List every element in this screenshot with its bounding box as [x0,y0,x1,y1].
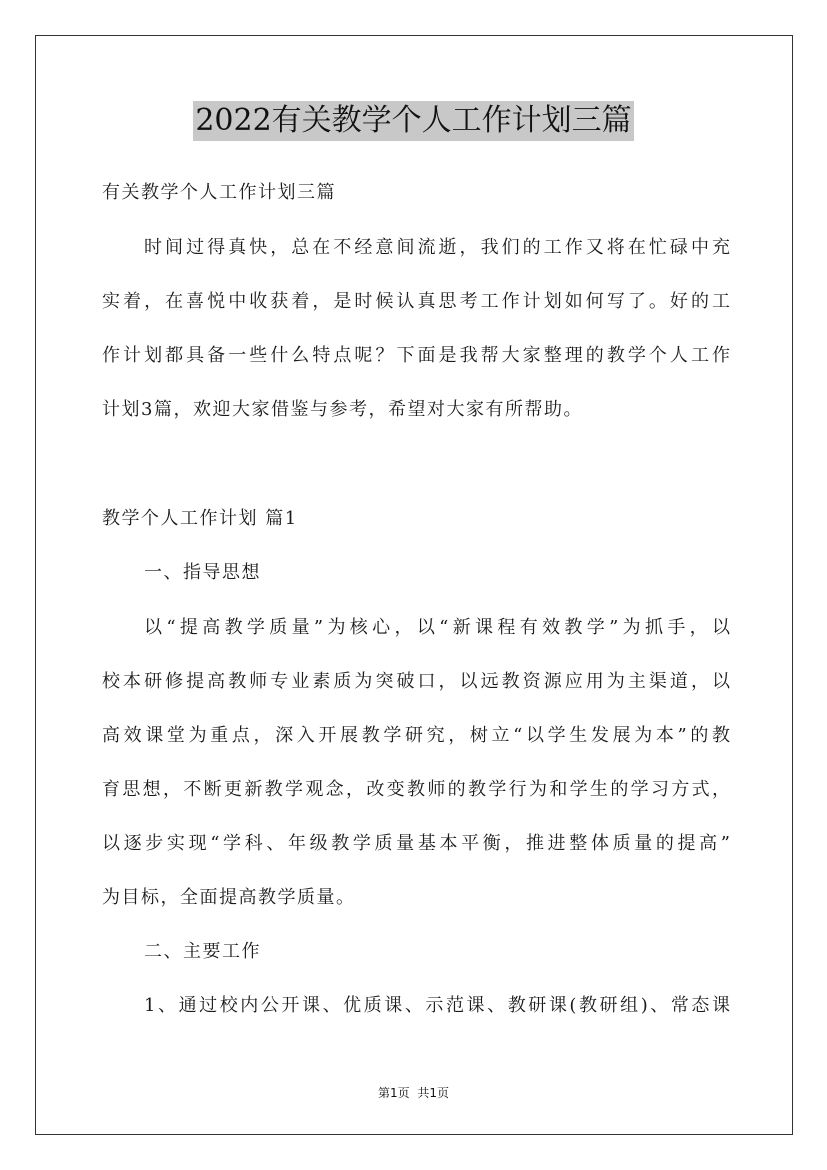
body-line-4: 育思想，不断更新教学观念，改变教师的教学行为和学生的学习方式， [102,779,730,800]
body-line-6: 为目标，全面提高教学质量。 [102,887,356,908]
document-title: 2022有关教学个人工作计划三篇 [193,101,633,141]
intro-line-1: 时间过得真快，总在不经意间流逝，我们的工作又将在忙碌中充 [144,237,730,258]
intro-line-2: 实着，在喜悦中收获着，是时候认真思考工作计划如何写了。好的工 [102,291,730,312]
body-line-3: 高效课堂为重点，深入开展教学研究，树立“以学生发展为本”的教 [102,725,730,746]
page-total: 共1页 [417,1086,450,1100]
heading-main-work: 二、主要工作 [144,941,261,962]
page-number: 第1页 [377,1086,410,1100]
heading-guiding-ideology: 一、指导思想 [144,562,261,583]
intro-line-3: 作计划都具备一些什么特点呢？下面是我帮大家整理的教学个人工作 [102,345,730,366]
section-heading: 教学个人工作计划 篇1 [102,508,298,529]
intro-line-4: 计划3篇，欢迎大家借鉴与参考，希望对大家有所帮助。 [102,399,583,420]
body-line-1: 以“提高教学质量”为核心，以“新课程有效教学”为抓手，以 [144,617,730,638]
body-line-5: 以逐步实现“学科、年级教学质量基本平衡，推进整体质量的提高” [102,833,730,854]
body-line-2: 校本研修提高教师专业素质为突破口，以远教资源应用为主渠道，以 [102,671,730,692]
title-container [0,101,827,141]
page-footer [0,1084,827,1101]
body-line-7: 1、通过校内公开课、优质课、示范课、教研课(教研组)、常态课 [144,995,730,1016]
subtitle-line: 有关教学个人工作计划三篇 [102,182,336,203]
